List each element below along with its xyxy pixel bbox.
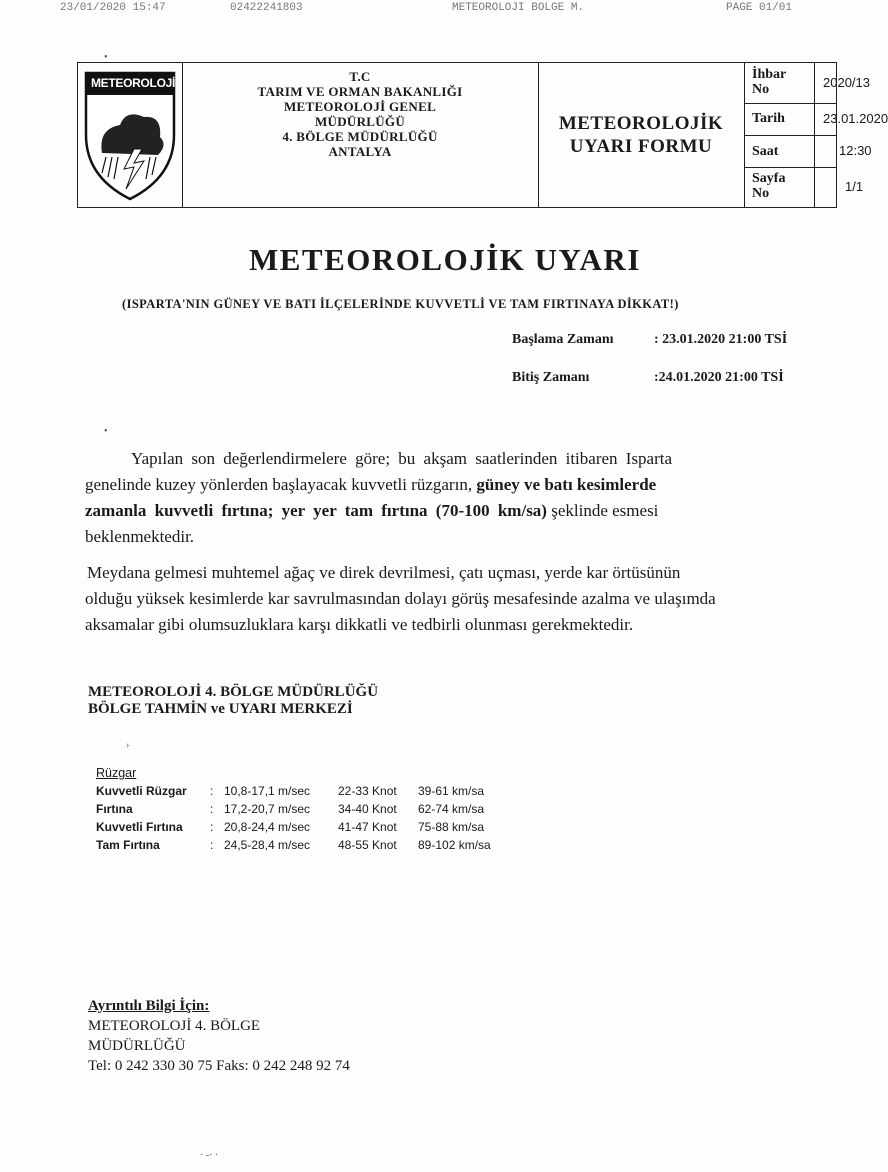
ihbar-label-2: No [752,82,770,97]
contact-block [88,996,350,1076]
fax-transmission-header [60,2,800,20]
wind-row: Fırtına : 17,2-20,7 m/sec 34-40 Knot 62-74 km/sa [96,802,485,816]
start-time-value: : 23.01.2020 21:00 TSİ [654,332,788,347]
ihbar-label [752,67,786,97]
tarih-label: Tarih [752,111,785,126]
meta-row-tarih [744,103,888,136]
para2-line-1: Meydana gelmesi muhtemel ağaç ve direk devrilmesi, çatı uçması, yerde kar örtüsünün [87,563,681,582]
wind-category: Fırtına [96,802,133,816]
fax-date-time: 23/01/2020 15:47 [60,2,166,14]
scan-speck: • [104,426,108,437]
para1-line-4: beklenmektedir. [85,527,195,546]
para1-line-1: Yapılan son değerlendirmelere göre; bu akşam saatlerinden itibaren Isparta [131,449,673,468]
wind-ms: 24,5-28,4 m/sec [224,838,311,852]
start-time-label: Başlama Zamanı [512,332,614,347]
wind-knot: 22-33 Knot [338,784,397,798]
para1-line-2 [85,472,825,498]
form-meta-block [744,63,888,207]
wind-knot: 34-40 Knot [338,802,397,816]
para1-emphasis-1: güney ve batı kesimlerde [476,475,657,494]
wind-row: Kuvvetli Fırtına : 20,8-24,4 m/sec 41-47 Knot 75-88 km/sa [96,820,485,834]
wind-kmh: 89-102 km/sa [418,838,491,852]
warning-paragraph-2 [85,560,825,638]
start-time [512,332,787,348]
end-time-value: :24.01.2020 21:00 TSİ [654,370,784,385]
contact-line-2: MÜDÜRLÜĞÜ [88,1038,186,1054]
wind-category: Kuvvetli Rüzgar [96,784,187,798]
organization-block [182,63,539,207]
issuing-center-line-2: BÖLGE TAHMİN ve UYARI MERKEZİ [88,701,353,717]
ihbar-label-1: İhbar [752,67,787,82]
wind-knot: 41-47 Knot [338,820,397,834]
wind-kmh: 62-74 km/sa [418,802,485,816]
fax-sender: METEOROLOJI BOLGE M. [452,2,585,14]
wind-scale-table [96,766,491,856]
wind-kmh: 75-88 km/sa [418,820,485,834]
wind-category: Kuvvetli Fırtına [96,820,183,834]
wind-scale-title: Rüzgar [96,766,137,780]
org-line-directorate: MÜDÜRLÜĞÜ [314,114,406,129]
end-time-label: Bitiş Zamanı [512,370,590,385]
para2-line-3: aksamalar gibi olumsuzluklara karşı dikkatli ve tedbirli olunması gerekmektedir. [85,615,634,634]
logo-cell [78,63,183,207]
warning-subtitle: (ISPARTA'NIN GÜNEY VE BATI İLÇELERİNDE KUVVETLİ VE TAM FIRTINAYA DİKKAT!) [122,297,679,311]
para1-line-2-text: genelinde kuzey yönlerden başlayacak kuvvetli rüzgarın, [85,475,477,494]
wind-ms: 20,8-24,4 m/sec [224,820,311,834]
warning-title: METEOROLOJİK UYARI [249,242,641,277]
scan-speck: › [126,740,130,751]
org-line-ministry: TARIM VE ORMAN BAKANLIĞI [257,84,463,99]
form-title-line-2: UYARI FORMU [569,136,713,157]
saat-label: Saat [752,144,779,159]
org-line-city: ANTALYA [328,144,392,159]
tarih-value: 23.01.2020 [814,103,836,135]
warning-paragraph-1 [85,446,825,550]
end-time [512,370,784,386]
issuing-center-line-1: METEOROLOJİ 4. BÖLGE MÜDÜRLÜĞÜ [88,684,379,700]
scan-speck: • [104,52,108,63]
form-title-line-1: METEOROLOJİK [558,113,724,134]
para1-line-3-text: şeklinde esmesi [546,501,659,520]
saat-value: 12:30 [814,135,839,167]
wind-kmh: 39-61 km/sa [418,784,485,798]
wind-ms: 10,8-17,1 m/sec [224,784,311,798]
contact-heading: Ayrıntılı Bilgi İçin: [88,998,210,1014]
ihbar-value: 2020/13 [814,63,836,103]
wind-category: Tam Fırtına [96,838,160,852]
wind-knot: 48-55 Knot [338,838,397,852]
sayfa-value: 1/1 [814,167,845,207]
contact-line-1: METEOROLOJİ 4. BÖLGE [88,1018,261,1034]
meta-row-sayfa [744,167,864,207]
org-line-general: METEOROLOJİ GENEL [283,99,437,114]
para1-line-3 [85,498,825,524]
org-line-tc: T.C [349,69,371,84]
org-line-region: 4. BÖLGE MÜDÜRLÜĞÜ [282,129,438,144]
para1-emphasis-2: zamanla kuvvetli fırtına; yer yer tam fırtına (70-100 km/sa) [85,501,547,520]
wind-ms: 17,2-20,7 m/sec [224,802,311,816]
sayfa-label-1: Sayfa [752,171,786,186]
sayfa-label [752,171,785,201]
contact-phone-fax: Tel: 0 242 330 30 75 Faks: 0 242 248 92 74 [88,1058,350,1074]
scan-speck: · -· · [200,1150,219,1161]
meta-row-ihbar [744,63,870,104]
sayfa-label-2: No [752,186,770,201]
wind-row: Kuvvetli Rüzgar : 10,8-17,1 m/sec 22-33 Knot 39-61 km/sa [96,784,485,798]
issuing-center [88,684,378,718]
logo-text: METEOROLOJİ [90,76,176,90]
meta-row-saat [744,135,872,168]
fax-page: PAGE 01/01 [726,2,793,14]
fax-number: 02422241803 [230,2,303,14]
form-title-block [538,63,745,207]
form-header-table [77,62,888,208]
para2-line-2: olduğu yüksek kesimlerde kar savrulmasından dolayı görüş mesafesinde azalma ve ulaşımda [85,589,716,608]
wind-row: Tam Fırtına : 24,5-28,4 m/sec 48-55 Knot 89-102 km/sa [96,838,491,852]
